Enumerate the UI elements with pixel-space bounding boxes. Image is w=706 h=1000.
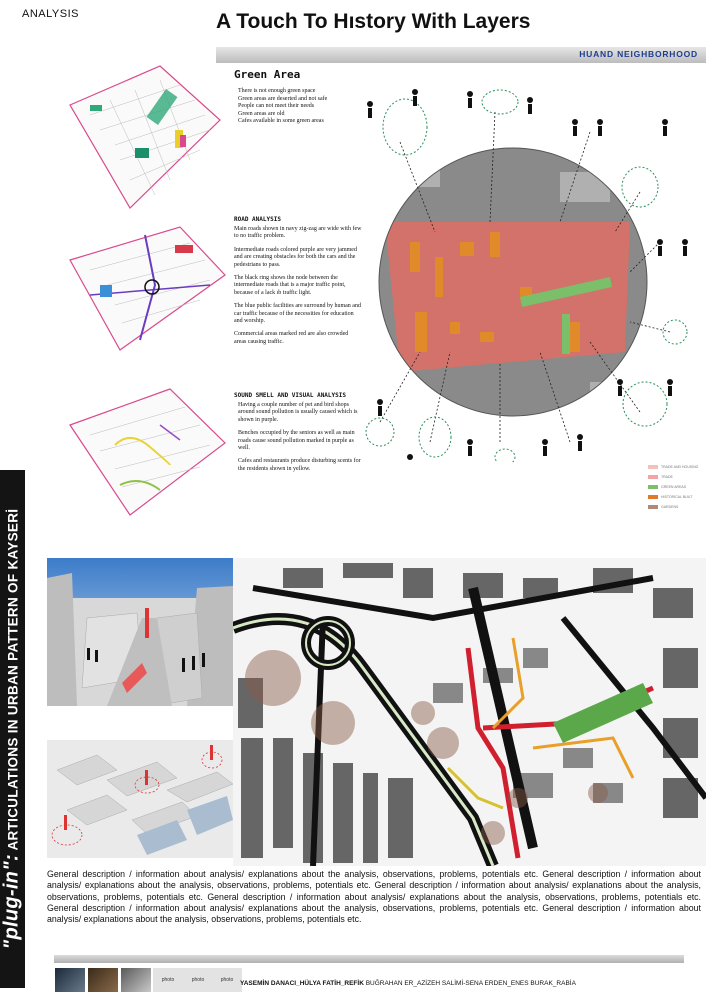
- legend-item: [648, 472, 698, 482]
- legend-item: [648, 462, 698, 472]
- green-note: Green areas are deserted and not safe: [238, 95, 328, 102]
- road-analysis-title: ROAD ANALYSIS: [234, 216, 281, 223]
- green-note: Green areas are old: [238, 110, 285, 117]
- legend-label: TRADE: [661, 475, 673, 479]
- aerial-map-diagram: [340, 82, 706, 462]
- photo-placeholder: photo: [153, 968, 183, 992]
- legend-label: TRADE AND HOUSING: [661, 465, 699, 469]
- legend-item: [648, 482, 698, 492]
- road-paragraph: Intermediate roads colored purple are very jammed and are creating obstacles for both the cars and the pedestrians to pass.: [234, 246, 357, 268]
- legend-swatch: [648, 505, 658, 509]
- team-photo-2: [88, 968, 118, 992]
- legend-swatch: [648, 495, 658, 499]
- sound-paragraph: Cafes and restaurants produce disturbing scents for the residents shown in yellow.: [238, 458, 361, 472]
- legend-item: [648, 502, 698, 512]
- legend-swatch: [648, 475, 658, 479]
- photo-placeholder: photo: [183, 968, 213, 992]
- green-note: There is not enough green space: [238, 88, 316, 94]
- legend-swatch: [648, 465, 658, 469]
- team-photo-3: [121, 968, 151, 992]
- credits-rest: BUĞRAHAN ER_AZİZEH SALİMİ-SENA ERDEN_ENES BURAK_RABİA: [363, 980, 576, 987]
- road-map: [233, 558, 706, 866]
- road-paragraph: The black ring shows the node between the intermediate roads that is a major traffic point, because of a lack ıb traffic light.: [234, 275, 346, 296]
- block-render-bottom: [47, 740, 233, 858]
- corner-label: ANALYSIS: [22, 8, 79, 20]
- side-banner-title: ARTICULATIONS IN URBAN PATTERN OF KAYSERİ: [5, 508, 21, 851]
- sound-paragraph: Having a couple number of pet and bird shops around sound pollution is usually caused which is shown in purple.: [238, 402, 358, 423]
- legend-item: [648, 492, 698, 502]
- team-photo-1: [55, 968, 85, 992]
- photo-placeholder: photo: [212, 968, 242, 992]
- legend-swatch: [648, 485, 658, 489]
- credits-bold: YASEMİN DANACI_HÜLYA FATİH_REFİK: [240, 980, 364, 987]
- road-paragraph: Main roads shown in navy zig-zag are wide with few to no traffic problem.: [234, 226, 362, 240]
- legend-label: GREEN AREAS: [661, 485, 687, 489]
- neighborhood-subtitle: HUAND NEIGHBORHOOD: [579, 49, 698, 59]
- green-note: Cafes available in some green areas: [238, 118, 324, 125]
- map-legend: [648, 462, 698, 512]
- sound-paragraph: Benches occupied by the seniors as well as main roads cause sound pollution marked in purple as well.: [238, 430, 355, 452]
- road-paragraph: The blue public facilities are surround by human and car traffic because of the necessities for education and worship.: [234, 303, 361, 325]
- general-description: General description / information about analysis/ explanations about the analysis, observations, problems, potentials etc. General description / information about analysis/ explanations about the analysis, observations, problems, potentials etc. General description / information about analysis/ explanations about the analysis, observations, problems, potentials etc. General description / information about analysis/ explanations about the analysis, observations, problems, potentials etc. General description / information about analysis/ explanations about the analysis, observations, problems, potentials etc. General description / information about analysis/ explanations about the analysis, observations, problems, potentials etc.: [47, 869, 701, 925]
- credits: [240, 980, 576, 987]
- side-banner-text: [1, 509, 24, 950]
- legend-label: HISTORICAL BUILT: [661, 495, 693, 499]
- green-area-title: Green Area: [234, 68, 301, 81]
- road-analysis-diagram: [60, 225, 230, 355]
- sound-analysis-title: SOUND SMELL AND VISUAL ANALYSIS: [234, 392, 346, 399]
- road-paragraph: Commercial areas marked red are also crowded areas causing traffic.: [234, 331, 349, 345]
- green-area-diagram: [60, 60, 230, 210]
- legend-label: GARDENS: [661, 505, 679, 509]
- sound-analysis-diagram: [60, 385, 230, 520]
- page-title: A Touch To Hıstory With Layers: [216, 10, 531, 33]
- footer-bar: [54, 955, 684, 963]
- side-banner-plug: "plug-in":: [0, 854, 23, 950]
- green-note: People can not meet their needs: [238, 103, 315, 110]
- street-render-top: [47, 558, 233, 706]
